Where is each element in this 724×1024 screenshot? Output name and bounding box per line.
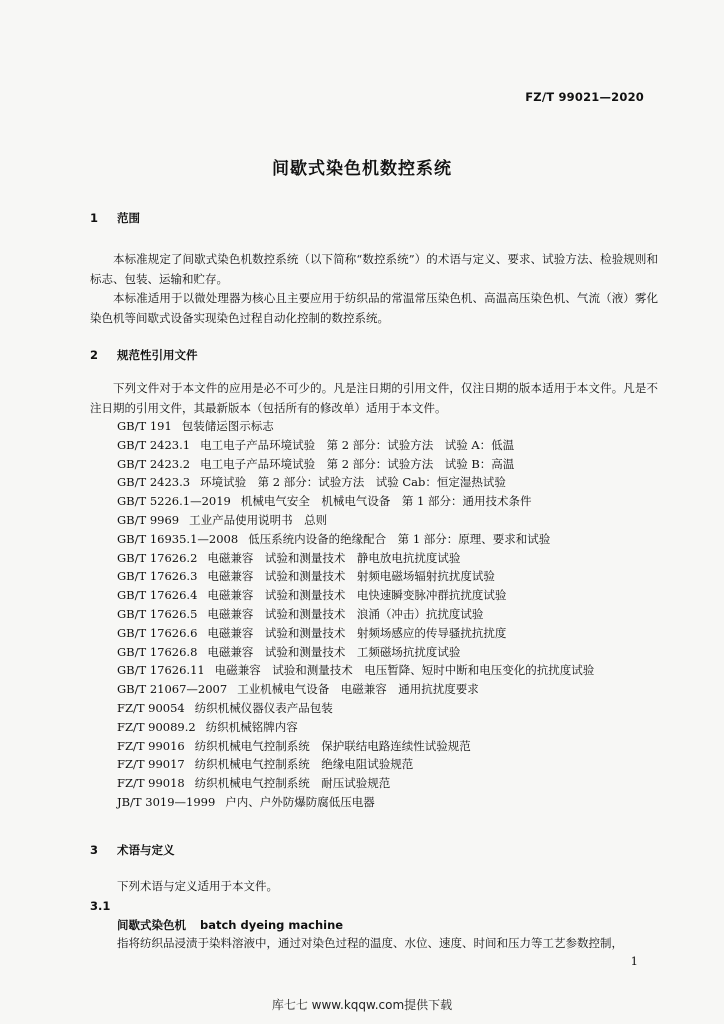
reference-title: 纺织机械铭牌内容 [205,719,298,734]
reference-title: 电磁兼容 试验和测量技术 工频磁场抗扰度试验 [207,644,461,659]
reference-title: 纺织机械电气控制系统 绝缘电阻试验规范 [194,757,414,772]
reference-code: GB/T 9969 [117,512,180,527]
reference-code: JB/T 3019—1999 [117,794,216,809]
term-number: 3.1 [90,899,111,913]
reference-item [117,699,594,718]
reference-title: 电磁兼容 试验和测量技术 静电放电抗扰度试验 [207,550,461,565]
reference-code: GB/T 5226.1—2019 [117,494,231,509]
reference-code: GB/T 2423.3 [117,475,191,490]
reference-code: GB/T 2423.2 [117,456,191,471]
reference-title: 纺织机械电气控制系统 保护联结电路连续性试验规范 [194,738,471,753]
reference-title: 户内、户外防爆防腐低压电器 [225,794,375,809]
reference-code: GB/T 21067—2007 [117,682,228,697]
reference-item [117,661,594,680]
reference-title: 纺织机械电气控制系统 耐压试验规范 [194,776,391,791]
section-1-paragraph-1: 本标准规定了间歇式染色机数控系统（以下简称“数控系统”）的术语与定义、要求、试验方法、检验规则和标志、包装、运输和贮存。 [90,252,658,286]
reference-title: 电磁兼容 试验和测量技术 射频场感应的传导骚扰抗扰度 [207,625,507,640]
reference-item [117,455,594,474]
reference-code: GB/T 17626.8 [117,644,198,659]
reference-title: 工业机械电气设备 电磁兼容 通用抗扰度要求 [237,682,479,697]
reference-code: FZ/T 99016 [117,738,185,753]
term-heading [117,917,343,933]
reference-title: 低压系统内设备的绝缘配合 第 1 部分：原理、要求和试验 [248,531,551,546]
reference-item [117,567,594,586]
standard-code: FZ/T 99021—2020 [525,90,644,104]
reference-code: GB/T 17626.3 [117,569,198,584]
reference-title: 电工电子产品环境试验 第 2 部分：试验方法 试验 B：高温 [200,456,515,471]
reference-code: FZ/T 90054 [117,700,185,715]
section-1-paragraph-2: 本标准适用于以微处理器为核心且主要应用于纺织品的常温常压染色机、高温高压染色机、气流（液）雾化染色机等间歇式设备实现染色过程自动化控制的数控系统。 [90,291,658,325]
reference-item [117,737,594,756]
reference-title: 机械电气安全 机械电气设备 第 1 部分：通用技术条件 [240,494,532,509]
reference-title: 电磁兼容 试验和测量技术 电快速瞬变脉冲群抗扰度试验 [207,588,507,603]
reference-item [117,417,594,436]
reference-title: 包装储运图示标志 [181,419,274,433]
reference-item [117,511,594,530]
reference-title: 工业产品使用说明书 总则 [189,512,328,527]
reference-code: GB/T 191 [117,419,172,433]
reference-code: GB/T 16935.1—2008 [117,531,239,546]
section-1-heading [90,210,140,226]
reference-item [117,774,594,793]
reference-item [117,436,594,455]
reference-code: FZ/T 99018 [117,776,185,791]
reference-code: GB/T 17626.5 [117,606,198,621]
section-title: 规范性引用文件 [117,348,198,362]
reference-item [117,793,594,812]
reference-item [117,755,594,774]
reference-item [117,530,594,549]
reference-title: 环境试验 第 2 部分：试验方法 试验 Cab：恒定湿热试验 [200,475,506,490]
page-number: 1 [630,954,638,968]
section-number: 2 [90,348,99,362]
reference-code: FZ/T 90089.2 [117,719,196,734]
term-english: batch dyeing machine [200,918,344,932]
section-title: 术语与定义 [117,843,175,857]
section-2-paragraph: 下列文件对于本文件的应用是必不可少的。凡是注日期的引用文件，仅注日期的版本适用于本文件。凡是不注日期的引用文件，其最新版本（包括所有的修改单）适用于本文件。 [90,381,658,415]
reference-code: GB/T 17626.6 [117,625,198,640]
reference-item [117,586,594,605]
section-number: 1 [90,211,99,225]
reference-code: GB/T 2423.1 [117,437,191,452]
reference-title: 电磁兼容 试验和测量技术 射频电磁场辐射抗扰度试验 [207,569,495,584]
normative-reference-list [117,417,594,812]
reference-item [117,473,594,492]
section-3-intro: 下列术语与定义适用于本文件。 [117,879,278,893]
reference-item [117,718,594,737]
reference-item [117,605,594,624]
reference-item [117,624,594,643]
reference-code: FZ/T 99017 [117,757,185,772]
reference-item [117,492,594,511]
section-title: 范围 [117,211,140,225]
reference-item [117,549,594,568]
reference-title: 电磁兼容 试验和测量技术 电压暂降、短时中断和电压变化的抗扰度试验 [214,663,595,678]
reference-item [117,643,594,662]
term-chinese: 间歇式染色机 [117,918,186,932]
reference-code: GB/T 17626.4 [117,588,198,603]
section-3-heading [90,842,175,858]
download-watermark: 库七七 www.kqqw.com提供下载 [271,998,453,1012]
reference-title: 电磁兼容 试验和测量技术 浪涌（冲击）抗扰度试验 [207,606,484,621]
term-definition: 指将纺织品浸渍于染料溶液中，通过对染色过程的温度、水位、速度、时间和压力等工艺参数控制， [117,936,623,950]
reference-code: GB/T 17626.2 [117,550,198,565]
reference-title: 电工电子产品环境试验 第 2 部分：试验方法 试验 A：低温 [200,437,515,452]
reference-title: 纺织机械仪器仪表产品包装 [194,700,333,715]
section-number: 3 [90,843,99,857]
section-2-heading [90,347,198,363]
reference-item [117,680,594,699]
reference-code: GB/T 17626.11 [117,663,205,678]
document-title: 间歇式染色机数控系统 [272,159,452,179]
